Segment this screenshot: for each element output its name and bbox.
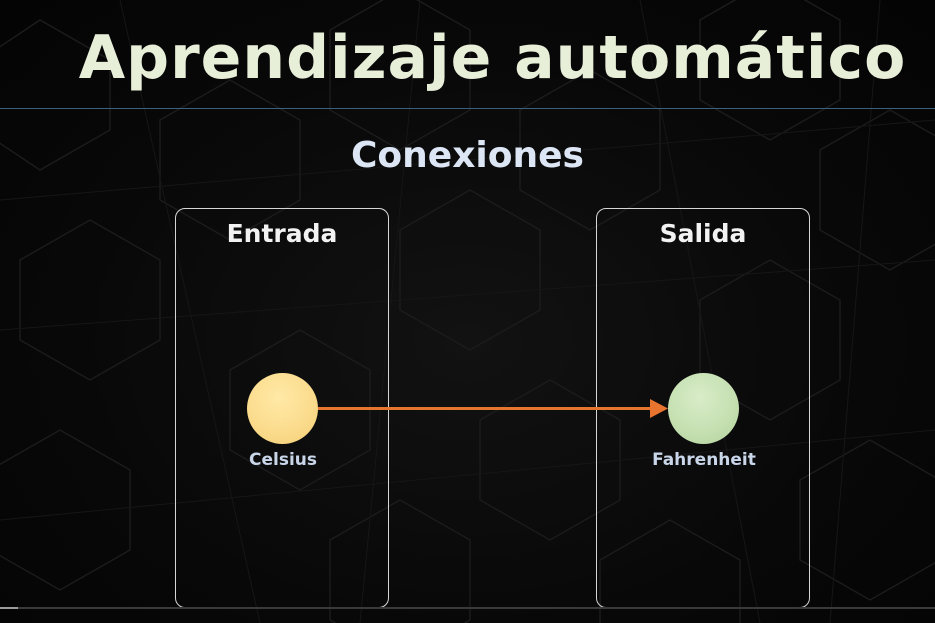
output-layer-label: Salida bbox=[659, 219, 747, 248]
input-node-label: Celsius bbox=[249, 450, 317, 470]
slide-title: Aprendizaje automático bbox=[78, 23, 907, 93]
input-layer-label: Entrada bbox=[226, 219, 338, 248]
slide-footer-bar bbox=[0, 607, 935, 609]
slide-progress-indicator bbox=[0, 607, 18, 609]
slide-subtitle: Conexiones bbox=[351, 135, 584, 176]
output-node-fahrenheit bbox=[668, 373, 739, 444]
arrow-head-icon bbox=[650, 399, 668, 418]
output-node-label: Fahrenheit bbox=[652, 450, 756, 470]
input-node-celsius bbox=[247, 373, 318, 444]
